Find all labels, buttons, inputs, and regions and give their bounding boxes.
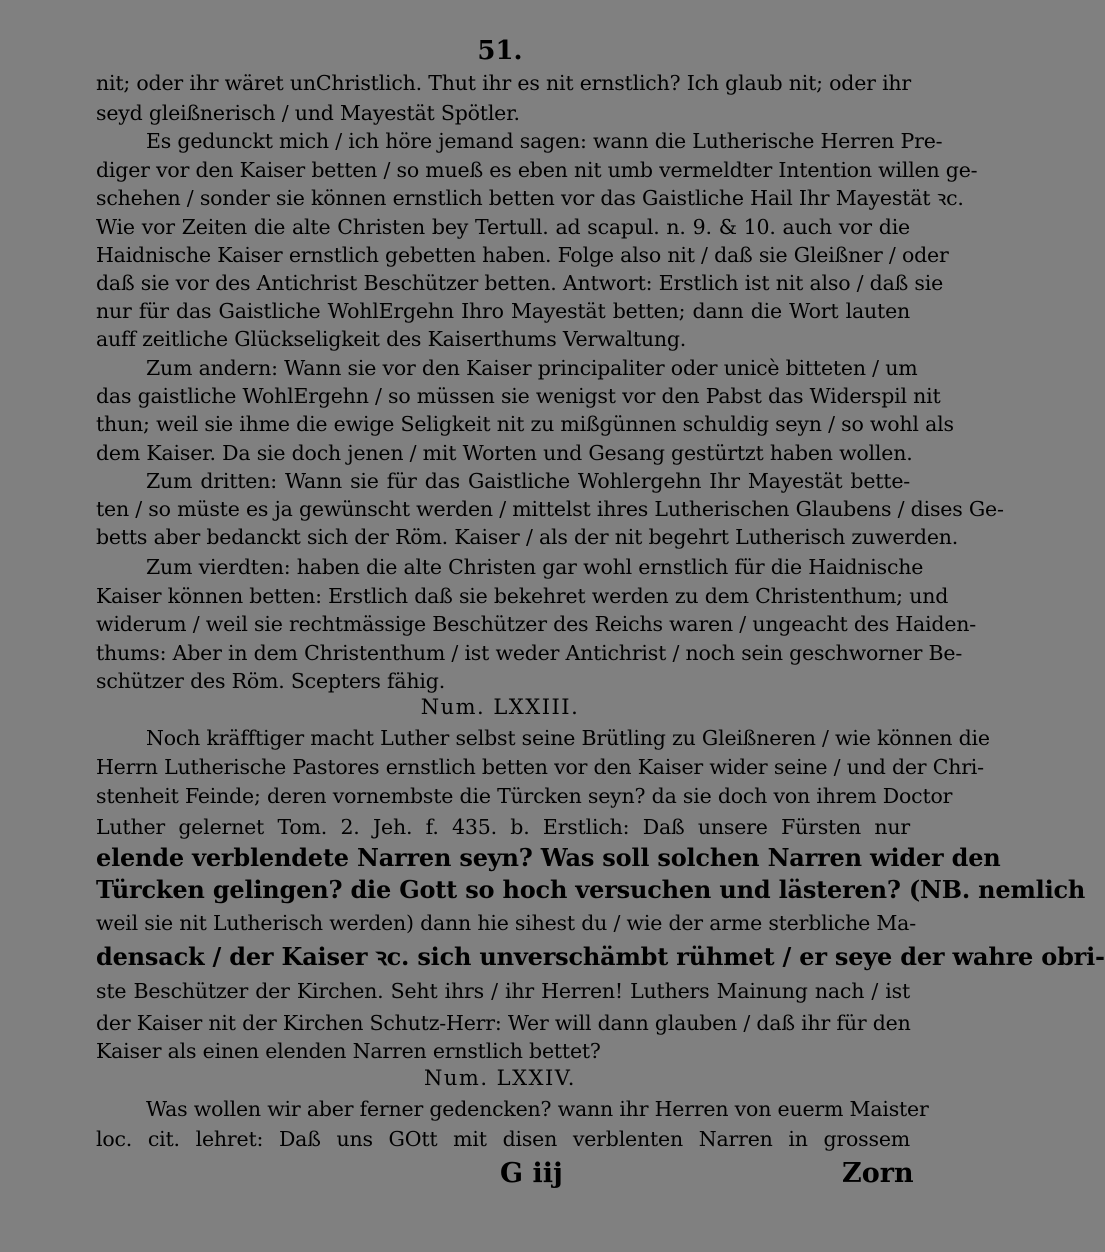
page-number: 51. — [477, 36, 523, 66]
text-line: Zum dritten: Wann sie für das Gaistliche Wohlergehn Ihr Mayestät bette- — [146, 469, 910, 493]
text-line: thums: Aber in dem Christenthum / ist weder Antichrist / noch sein geschworner Be- — [96, 641, 963, 665]
text-line: Wie vor Zeiten die alte Christen bey Tertull. ad scapul. n. 9. & 10. auch vor die — [96, 215, 910, 239]
text-line: Es gedunckt mich / ich höre jemand sagen: wann die Lutherische Herren Pre- — [146, 129, 943, 153]
text-line: diger vor den Kaiser betten / so mueß es eben nit umb vermeldter Intention willen ge- — [96, 158, 978, 182]
text-line: das gaistliche WohlErgehn / so müssen sie wenigst vor den Pabst das Widerspil nit — [96, 384, 941, 408]
text-line: nur für das Gaistliche WohlErgehn Ihro Mayestät betten; dann die Wort lauten — [96, 299, 910, 323]
text-line: Zum vierdten: haben die alte Christen gar wohl ernstlich für die Haidnische — [146, 555, 924, 579]
text-line: thun; weil sie ihme die ewige Seligkeit nit zu mißgünnen schuldig seyn / so wohl als — [96, 412, 954, 436]
text-line: schehen / sonder sie können ernstlich betten vor das Gaistliche Hail Ihr Mayestät ꝛc. — [96, 186, 964, 210]
text-line: Kaiser können betten: Erstlich daß sie bekehret werden zu dem Christenthum; und — [96, 584, 949, 608]
text-line: ten / so müste es ja gewünscht werden / mittelst ihres Lutherischen Glaubens / dises Ge- — [96, 497, 1004, 521]
text-line: Kaiser als einen elenden Narren ernstlich bettet? — [96, 1039, 601, 1063]
text-line: Zum andern: Wann sie vor den Kaiser principaliter oder unicè bitteten / um — [146, 356, 918, 380]
text-line: widerum / weil sie rechtmässige Beschützer des Reichs waren / ungeacht des Haiden- — [96, 612, 976, 636]
text-line: weil sie nit Lutherisch werden) dann hie sihest du / wie der arme sterbliche Ma- — [96, 911, 916, 935]
text-line: Herrn Lutherische Pastores ernstlich betten vor den Kaiser wider seine / und der Chri- — [96, 755, 984, 779]
catchword: Zorn — [842, 1158, 914, 1189]
text-line: der Kaiser nit der Kirchen Schutz-Herr: Wer will dann glauben / daß ihr für den — [96, 1011, 911, 1035]
text-line: Haidnische Kaiser ernstlich gebetten haben. Folge also nit / daß sie Gleißner / oder — [96, 243, 949, 267]
signature-mark: G iij — [500, 1158, 563, 1189]
text-line: seyd gleißnerisch / und Mayestät Spötler. — [96, 101, 520, 125]
text-line: betts aber bedanckt sich der Röm. Kaiser / als der nit begehrt Lutherisch zuwerden. — [96, 525, 959, 549]
text-line: dem Kaiser. Da sie doch jenen / mit Worten und Gesang gestürtzt haben wollen. — [96, 441, 913, 465]
text-line: daß sie vor des Antichrist Beschützer betten. Antwort: Erstlich ist nit also / daß sie — [96, 271, 944, 295]
text-line: auff zeitliche Glückseligkeit des Kaiserthums Verwaltung. — [96, 327, 687, 351]
text-line: loc. cit. lehret: Daß uns GOtt mit disen verblenten Narren in grossem — [96, 1127, 910, 1151]
text-line: elende verblendete Narren seyn? Was soll solchen Narren wider den — [96, 843, 1001, 872]
text-line: Türcken gelingen? die Gott so hoch versuchen und lästeren? (NB. nemlich — [96, 875, 1086, 904]
section-heading: Num. LXXIII. — [420, 695, 580, 719]
text-line: densack / der Kaiser ꝛc. sich unverschämbt rühmet / er seye der wahre obri- — [96, 942, 1105, 971]
text-line: schützer des Röm. Scepters fähig. — [96, 669, 446, 693]
section-heading: Num. LXXIV. — [424, 1066, 576, 1090]
text-line: nit; oder ihr wäret unChristlich. Thut ihr es nit ernstlich? Ich glaub nit; oder ihr — [96, 71, 912, 95]
text-line: stenheit Feinde; deren vornembste die Türcken seyn? da sie doch von ihrem Doctor — [96, 784, 953, 808]
text-line: Luther gelernet Tom. 2. Jeh. f. 435. b. Erstlich: Daß unsere Fürsten nur — [96, 815, 910, 839]
text-line: ste Beschützer der Kirchen. Seht ihrs / ihr Herren! Luthers Mainung nach / ist — [96, 979, 910, 1003]
text-line: Noch kräfftiger macht Luther selbst seine Brütling zu Gleißneren / wie können die — [146, 726, 990, 750]
text-line: Was wollen wir aber ferner gedencken? wann ihr Herren von euerm Maister — [146, 1097, 929, 1121]
